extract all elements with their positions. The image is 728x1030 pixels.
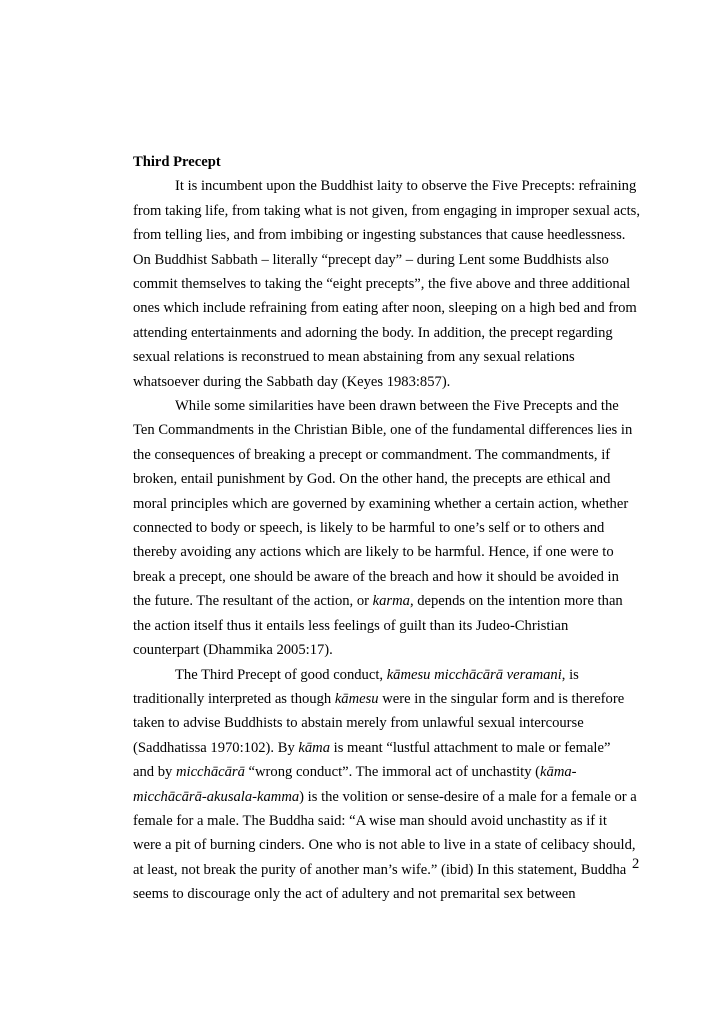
text-line — [133, 540, 653, 564]
body-text — [133, 150, 653, 907]
text-line — [133, 272, 653, 296]
text-line — [133, 223, 653, 247]
text-line — [133, 687, 653, 711]
text-line — [133, 858, 653, 882]
text-run: taken to advise Buddhists to abstain merely from unlawful sexual intercourse — [133, 715, 584, 732]
text-line — [133, 248, 653, 272]
text-line — [133, 809, 653, 833]
text-line — [133, 663, 653, 687]
text-run: It is incumbent upon the Buddhist laity to observe the Five Precepts: refraining — [175, 178, 637, 195]
text-line — [133, 638, 653, 662]
text-line — [133, 443, 653, 467]
paragraph — [133, 663, 653, 907]
text-run: On Buddhist Sabbath – literally “precept day” – during Lent some Buddhists also — [133, 251, 609, 268]
text-run: were a pit of burning cinders. One who is not able to live in a state of celibacy should, — [133, 837, 636, 854]
text-line — [133, 736, 653, 760]
text-run: female for a male. The Buddha said: “A wise man should avoid unchastity as if it — [133, 812, 607, 829]
text-line — [133, 370, 653, 394]
text-run: , depends on the intention more than — [409, 593, 623, 610]
text-run: The Third Precept of good conduct, — [175, 666, 387, 683]
text-run: from taking life, from taking what is not given, from engaging in improper sexual acts, — [133, 202, 641, 219]
text-line — [133, 516, 653, 540]
text-run: , is — [561, 666, 579, 683]
text-run: attending entertainments and adorning the body. In addition, the precept regarding — [133, 324, 613, 341]
text-run: the future. The resultant of the action, or — [133, 593, 373, 610]
text-run: ) is the volition or sense-desire of a male for a female or a — [299, 788, 637, 805]
text-run: ones which include refraining from eating after noon, sleeping on a high bed and from — [133, 300, 637, 317]
text-line — [133, 882, 653, 906]
italic-term: karma — [372, 593, 410, 610]
text-line — [133, 418, 653, 442]
italic-term: micchācārā — [175, 764, 245, 781]
text-line — [133, 760, 653, 784]
text-line — [133, 296, 653, 320]
paragraph-container — [133, 174, 653, 906]
text-run: from telling lies, and from imbibing or ingesting substances that cause heedlessness. — [133, 227, 626, 244]
text-run: sexual relations is reconstrued to mean abstaining from any sexual relations — [133, 349, 575, 366]
text-line — [133, 711, 653, 735]
text-line — [133, 565, 653, 589]
text-run: (Saddhatissa 1970:102). By — [133, 739, 299, 756]
page-number: 2 — [632, 856, 640, 872]
text-line — [133, 394, 653, 418]
text-line — [133, 785, 653, 809]
text-line — [133, 614, 653, 638]
text-run: Ten Commandments in the Christian Bible, one of the fundamental differences lies in — [133, 422, 633, 439]
italic-term: kāma — [298, 739, 331, 756]
italic-term: kāmesu micchācārā veramani — [386, 666, 562, 683]
text-run: seems to discourage only the act of adultery and not premarital sex between — [133, 886, 576, 903]
text-run: the consequences of breaking a precept or commandment. The commandments, if — [133, 446, 611, 463]
text-line — [133, 833, 653, 857]
text-line — [133, 174, 653, 198]
text-run: “wrong conduct”. The immoral act of unchastity ( — [244, 764, 541, 781]
text-run: and by — [133, 764, 176, 781]
text-line — [133, 321, 653, 345]
text-run: whatsoever during the Sabbath day (Keyes 1983:857). — [133, 373, 451, 390]
paragraph — [133, 174, 653, 394]
section-heading: Third Precept — [133, 154, 221, 170]
text-line — [133, 589, 653, 613]
text-run: break a precept, one should be aware of the breach and how it should be avoided in — [133, 568, 619, 585]
text-run: counterpart (Dhammika 2005:17). — [133, 642, 333, 659]
text-run: at least, not break the purity of another man’s wife.” (ibid) In this statement, Buddha — [133, 861, 627, 878]
text-run: broken, entail punishment by God. On the other hand, the precepts are ethical and — [133, 471, 611, 488]
paragraph — [133, 394, 653, 662]
text-line — [133, 492, 653, 516]
text-run: moral principles which are governed by examining whether a certain action, whether — [133, 495, 629, 512]
text-run: While some similarities have been drawn between the Five Precepts and the — [175, 398, 619, 415]
italic-term: kāmesu — [334, 690, 379, 707]
text-run: thereby avoiding any actions which are likely to be harmful. Hence, if one were to — [133, 544, 614, 561]
text-run: were in the singular form and is therefore — [378, 690, 625, 707]
text-run: is meant “lustful attachment to male or female” — [330, 739, 611, 756]
italic-term: micchācārā-akusala-kamma — [133, 788, 300, 805]
text-line — [133, 345, 653, 369]
italic-term: kāma- — [540, 764, 577, 781]
text-line — [133, 467, 653, 491]
text-run: traditionally interpreted as though — [133, 690, 335, 707]
text-line — [133, 199, 653, 223]
text-run: commit themselves to taking the “eight precepts”, the five above and three additional — [133, 276, 631, 293]
text-run: connected to body or speech, is likely to be harmful to one’s self or to others and — [133, 520, 605, 537]
text-run: the action itself thus it entails less feelings of guilt than its Judeo-Christian — [133, 617, 569, 634]
